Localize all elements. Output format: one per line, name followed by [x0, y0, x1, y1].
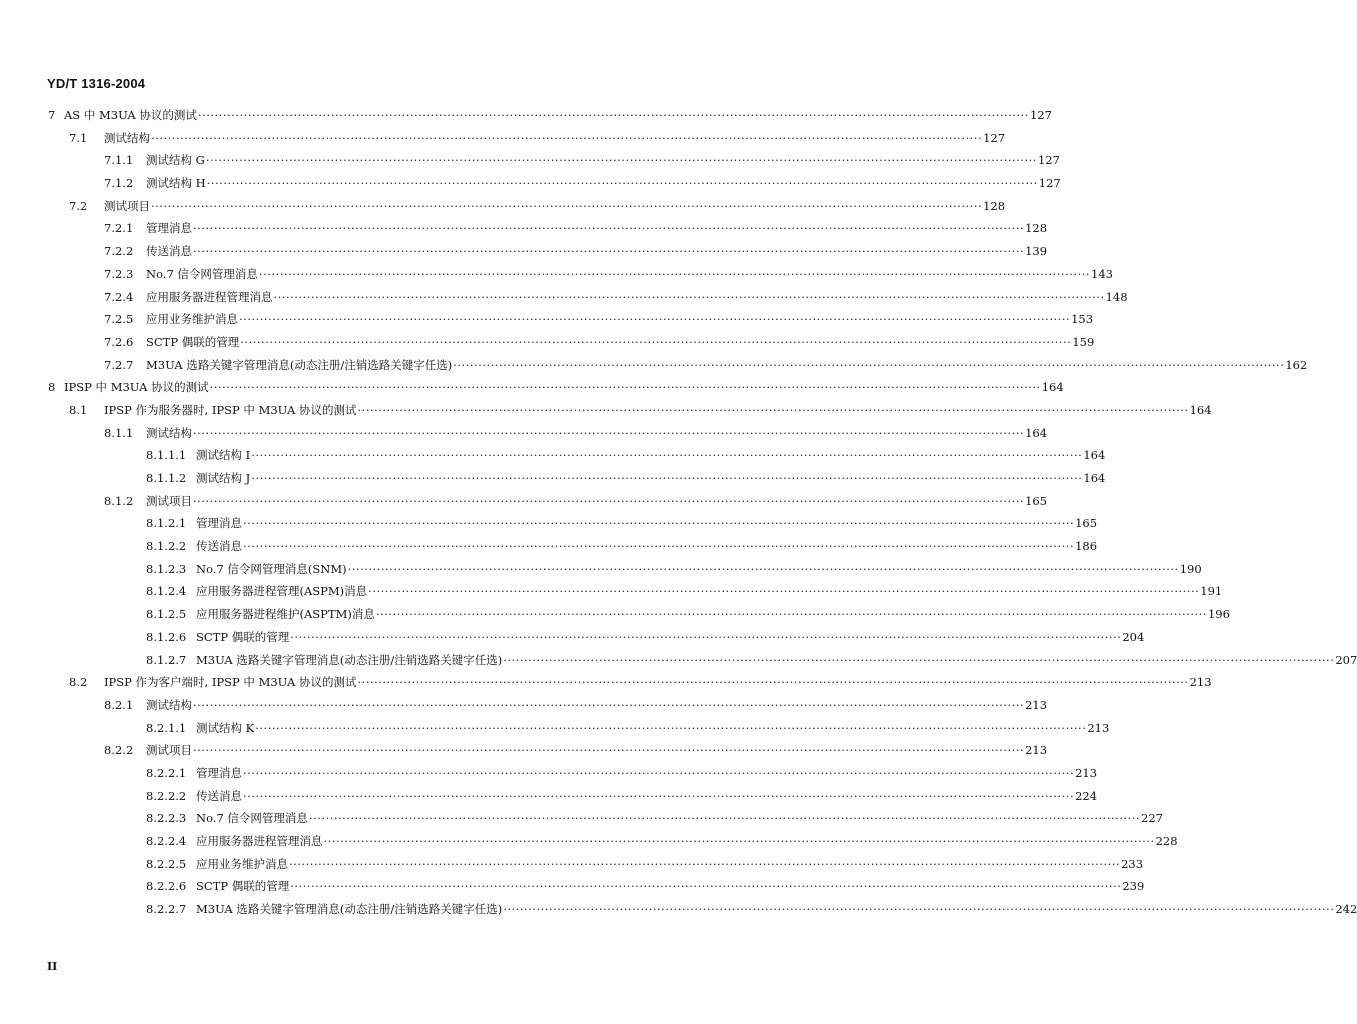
toc-entry-page: 143 [1091, 266, 1113, 281]
toc-entry-number: 7.2.6 [104, 334, 134, 349]
toc-entry-page: 139 [1025, 244, 1048, 259]
toc-entry-number: 8.2.2.2 [146, 788, 187, 803]
dot-leader: ········································································································································································································ [308, 811, 1141, 826]
toc-entry-line [146, 149, 1060, 172]
toc-entry-page: 164 [1083, 471, 1106, 485]
toc-entry-page: 207 [1335, 652, 1357, 667]
toc-entry-number: 7.2.3 [104, 266, 134, 281]
toc-entry [0, 830, 1178, 853]
toc-entry-line [146, 263, 1113, 286]
toc-entry [0, 807, 1163, 830]
toc-entry-title: 传送消息 [196, 788, 242, 803]
toc-entry-title: 传送消息 [196, 539, 242, 554]
toc-entry-title: SCTP 偶联的管理 [196, 879, 290, 894]
toc-entry-number: 8.2.1 [104, 697, 134, 712]
toc-entry-title: 测试结构 [146, 425, 192, 440]
dot-leader: ········································································································································································································ [151, 198, 983, 213]
toc-entry-line [196, 535, 1098, 558]
toc-entry-line [196, 626, 1145, 649]
toc-entry-title: 管理消息 [196, 765, 242, 780]
dot-leader: ········································································································································································································ [258, 266, 1091, 281]
toc-entry-line [146, 422, 1048, 445]
toc-entry-line [196, 603, 1230, 626]
dot-leader: ········································································································································································································ [255, 720, 1087, 735]
toc-entry-title: 测试项目 [146, 493, 192, 508]
toc-entry-line [196, 853, 1144, 876]
toc-entry-page: 162 [1285, 357, 1308, 372]
toc-entry [0, 785, 1098, 808]
toc-entry-page: 164 [1189, 402, 1212, 417]
toc-entry-title: AS 中 M3UA 协议的测试 [64, 108, 197, 122]
toc-entry-title: No.7 信令网管理消息(SNM) [196, 561, 347, 576]
toc-entry-title: 应用业务维护消息 [146, 312, 238, 327]
toc-entry-number: 8.2.2.7 [146, 902, 187, 917]
toc-entry [0, 286, 1128, 309]
dot-leader: ········································································································································································································ [273, 289, 1105, 304]
toc-entry-page: 148 [1105, 289, 1128, 304]
toc-entry-title: 测试结构 I [196, 448, 251, 463]
toc-entry-page: 213 [1025, 697, 1048, 712]
toc-entry-page: 213 [1025, 743, 1048, 758]
dot-leader: ········································································································································································································ [239, 312, 1071, 327]
toc-entry-line [196, 512, 1098, 535]
dot-leader: ········································································································································································································ [193, 244, 1025, 259]
toc-entry [0, 717, 1110, 740]
toc-entry-title: M3UA 选路关键字管理消息(动态注册/注销选路关键字任选) [146, 357, 453, 372]
toc-entry-line [146, 308, 1094, 331]
toc-entry-title: 应用服务器进程维护(ASPTM)消息 [196, 607, 375, 622]
toc-entry-number: 8.2.1.1 [146, 720, 187, 735]
dot-leader: ········································································································································································································ [193, 697, 1025, 712]
toc-entry [0, 898, 1357, 921]
toc-entry-title: 管理消息 [146, 221, 192, 236]
toc-entry-line [196, 807, 1163, 830]
toc-entry-number: 7.2 [69, 198, 88, 213]
toc-entry-page: 213 [1189, 675, 1212, 690]
toc-entry [0, 580, 1223, 603]
dot-leader: ········································································································································································································ [289, 856, 1121, 871]
toc-entry [0, 535, 1098, 558]
dot-leader: ········································································································································································································ [251, 448, 1083, 463]
dot-leader: ········································································································································································································ [193, 221, 1025, 236]
toc-entry-line [146, 331, 1095, 354]
document-id: YD/T 1316-2004 [47, 76, 146, 91]
table-of-contents [0, 104, 1357, 921]
toc-entry-line [146, 354, 1308, 377]
toc-entry-page: 127 [983, 130, 1006, 145]
toc-entry-line [104, 195, 1006, 218]
dot-leader: ········································································································································································································ [243, 516, 1075, 531]
toc-entry-page: 128 [1025, 221, 1048, 236]
toc-entry [0, 512, 1098, 535]
toc-entry-number: 8.1.1.1 [146, 448, 187, 463]
dot-leader: ········································································································································································································ [357, 675, 1189, 690]
dot-leader: ········································································································································································································ [193, 743, 1025, 758]
toc-entry-title: 应用服务器进程管理(ASPM)消息 [196, 584, 368, 599]
dot-leader: ········································································································································································································ [243, 765, 1075, 780]
toc-entry-page: 213 [1087, 720, 1110, 735]
dot-leader: ········································································································································································································ [243, 539, 1075, 554]
toc-entry-number: 7.2.7 [104, 357, 134, 372]
toc-entry-page: 213 [1075, 765, 1098, 780]
toc-entry [0, 875, 1145, 898]
toc-entry [0, 739, 1048, 762]
toc-entry-number: 8 [48, 380, 56, 395]
toc-entry [0, 490, 1048, 513]
toc-entry-page: 224 [1075, 788, 1098, 803]
dot-leader: ········································································································································································································ [290, 879, 1122, 894]
toc-entry-title: No.7 信令网管理消息 [146, 266, 258, 281]
toc-entry-line [196, 444, 1106, 467]
toc-entry [0, 308, 1094, 331]
toc-entry-number: 8.1.2.4 [146, 584, 187, 599]
toc-entry [0, 376, 1064, 399]
toc-entry-page: 164 [1025, 425, 1048, 440]
toc-entry-number: 8.2.2.6 [146, 879, 187, 894]
toc-entry-line [64, 104, 1052, 127]
toc-entry-number: 8.1.1 [104, 425, 134, 440]
toc-entry-number: 7.2.2 [104, 244, 134, 259]
toc-entry-line [104, 127, 1006, 150]
toc-entry-page: 191 [1200, 584, 1223, 599]
toc-entry-page: 165 [1025, 493, 1048, 508]
toc-entry [0, 149, 1060, 172]
toc-entry-title: SCTP 偶联的管理 [196, 629, 290, 644]
toc-entry-title: IPSP 中 M3UA 协议的测试 [64, 380, 209, 395]
toc-entry-page: 164 [1041, 380, 1064, 395]
toc-entry-title: 测试结构 H [146, 176, 206, 191]
toc-entry-line [196, 558, 1202, 581]
toc-entry-number: 8.1.2.3 [146, 561, 187, 576]
toc-entry-title: No.7 信令网管理消息 [196, 811, 308, 826]
toc-entry-number: 7.1.2 [104, 176, 134, 191]
toc-entry-page: 153 [1071, 312, 1094, 327]
toc-entry [0, 331, 1095, 354]
toc-entry [0, 399, 1212, 422]
toc-entry [0, 217, 1048, 240]
toc-entry [0, 626, 1145, 649]
toc-entry-line [196, 762, 1098, 785]
toc-entry-page: 228 [1155, 834, 1178, 848]
toc-entry-number: 7.2.1 [104, 221, 134, 236]
dot-leader: ········································································································································································································ [151, 130, 983, 145]
toc-entry [0, 263, 1113, 286]
toc-entry-number: 7.2.5 [104, 312, 134, 327]
toc-entry-number: 8.2.2.5 [146, 856, 187, 871]
dot-leader: ········································································································································································································ [503, 652, 1335, 667]
toc-entry-number: 8.1.1.2 [146, 471, 187, 485]
toc-entry-number: 7.1.1 [104, 153, 134, 168]
toc-entry-title: IPSP 作为客户端时, IPSP 中 M3UA 协议的测试 [104, 675, 357, 690]
toc-entry-title: 应用业务维护消息 [196, 856, 288, 871]
dot-leader: ········································································································································································································ [193, 493, 1025, 508]
dot-leader: ········································································································································································································ [323, 834, 1155, 848]
page-number: II [47, 960, 58, 973]
toc-entry [0, 172, 1061, 195]
toc-entry-line [196, 830, 1178, 853]
toc-entry-title: 测试项目 [104, 198, 150, 213]
dot-leader: ········································································································································································································ [290, 629, 1122, 644]
toc-entry-page: 159 [1072, 334, 1095, 349]
toc-entry-page: 186 [1075, 539, 1098, 554]
dot-leader: ········································································································································································································ [368, 584, 1200, 599]
toc-entry-number: 8.1.2.7 [146, 652, 187, 667]
toc-entry-line [146, 217, 1048, 240]
toc-entry-number: 8.2.2.1 [146, 765, 187, 780]
toc-entry-title: 测试结构 G [146, 153, 205, 168]
toc-entry-line [196, 467, 1106, 490]
toc-entry-line [196, 717, 1110, 740]
toc-entry [0, 694, 1048, 717]
toc-entry-page: 242 [1335, 902, 1357, 917]
toc-entry-line [196, 898, 1357, 921]
toc-entry-number: 7 [48, 108, 56, 122]
dot-leader: ········································································································································································································ [375, 607, 1207, 622]
toc-entry [0, 444, 1106, 467]
toc-entry [0, 240, 1048, 263]
toc-entry-number: 8.1.2.6 [146, 629, 187, 644]
toc-entry-page: 239 [1122, 879, 1145, 894]
toc-entry-line [146, 240, 1048, 263]
toc-entry-page: 204 [1122, 629, 1145, 644]
toc-entry-title: 管理消息 [196, 516, 242, 531]
toc-entry-number: 8.2 [69, 675, 88, 690]
toc-entry-number: 8.2.2 [104, 743, 134, 758]
toc-entry-title: 测试项目 [146, 743, 192, 758]
toc-entry [0, 853, 1144, 876]
toc-entry-line [146, 739, 1048, 762]
toc-entry-title: 应用服务器进程管理消息 [196, 834, 323, 848]
toc-entry-title: M3UA 选路关键字管理消息(动态注册/注销选路关键字任选) [196, 902, 503, 917]
toc-entry-title: 应用服务器进程管理消息 [146, 289, 273, 304]
toc-entry-title: M3UA 选路关键字管理消息(动态注册/注销选路关键字任选) [196, 652, 503, 667]
toc-entry-line [196, 875, 1145, 898]
toc-entry-page: 128 [983, 198, 1006, 213]
toc-entry-page: 127 [1030, 108, 1052, 122]
toc-entry [0, 354, 1308, 377]
dot-leader: ········································································································································································································ [205, 153, 1037, 168]
toc-entry-line [196, 785, 1098, 808]
toc-entry-number: 7.1 [69, 130, 88, 145]
toc-entry [0, 104, 1052, 127]
toc-entry-page: 127 [1038, 176, 1061, 191]
toc-entry-number: 8.1.2.1 [146, 516, 187, 531]
toc-entry [0, 467, 1106, 490]
dot-leader: ········································································································································································································ [251, 471, 1083, 485]
dot-leader: ········································································································································································································ [193, 425, 1025, 440]
toc-entry-page: 164 [1083, 448, 1106, 463]
toc-entry-number: 8.1.2.2 [146, 539, 187, 554]
toc-entry-title: 测试结构 [104, 130, 150, 145]
toc-entry-number: 8.2.2.4 [146, 834, 187, 848]
dot-leader: ········································································································································································································ [209, 380, 1041, 395]
toc-entry-title: 测试结构 K [196, 720, 255, 735]
toc-entry-number: 8.2.2.3 [146, 811, 187, 826]
toc-entry [0, 558, 1202, 581]
toc-entry-page: 190 [1179, 561, 1202, 576]
toc-entry-title: IPSP 作为服务器时, IPSP 中 M3UA 协议的测试 [104, 402, 357, 417]
toc-entry-title: 测试结构 [146, 697, 192, 712]
toc-entry-line [104, 671, 1212, 694]
dot-leader: ········································································································································································································ [453, 357, 1285, 372]
toc-entry-number: 7.2.4 [104, 289, 134, 304]
toc-entry-line [196, 649, 1357, 672]
toc-entry-number: 8.1.2.5 [146, 607, 187, 622]
toc-entry-number: 8.1.2 [104, 493, 134, 508]
toc-entry [0, 603, 1230, 626]
toc-entry-page: 227 [1141, 811, 1163, 826]
toc-entry-line [146, 172, 1061, 195]
toc-entry-title: 测试结构 J [196, 471, 251, 485]
toc-entry [0, 195, 1006, 218]
toc-entry-page: 196 [1207, 607, 1230, 622]
dot-leader: ········································································································································································································ [197, 108, 1029, 122]
toc-entry-line [196, 580, 1223, 603]
dot-leader: ········································································································································································································ [347, 561, 1179, 576]
toc-entry-line [104, 399, 1212, 422]
dot-leader: ········································································································································································································ [503, 902, 1335, 917]
dot-leader: ········································································································································································································ [243, 788, 1075, 803]
toc-entry [0, 422, 1048, 445]
toc-entry-page: 127 [1037, 153, 1060, 168]
dot-leader: ········································································································································································································ [240, 334, 1072, 349]
dot-leader: ········································································································································································································ [206, 176, 1038, 191]
toc-entry-page: 165 [1075, 516, 1098, 531]
toc-entry [0, 762, 1098, 785]
dot-leader: ········································································································································································································ [357, 402, 1189, 417]
toc-entry [0, 649, 1357, 672]
toc-entry-title: SCTP 偶联的管理 [146, 334, 240, 349]
toc-entry-line [64, 376, 1064, 399]
toc-entry-page: 233 [1121, 856, 1144, 871]
toc-entry-line [146, 694, 1048, 717]
toc-entry-title: 传送消息 [146, 244, 192, 259]
toc-entry [0, 671, 1212, 694]
toc-entry-number: 8.1 [69, 402, 88, 417]
toc-entry-line [146, 286, 1128, 309]
toc-entry [0, 127, 1006, 150]
toc-entry-line [146, 490, 1048, 513]
